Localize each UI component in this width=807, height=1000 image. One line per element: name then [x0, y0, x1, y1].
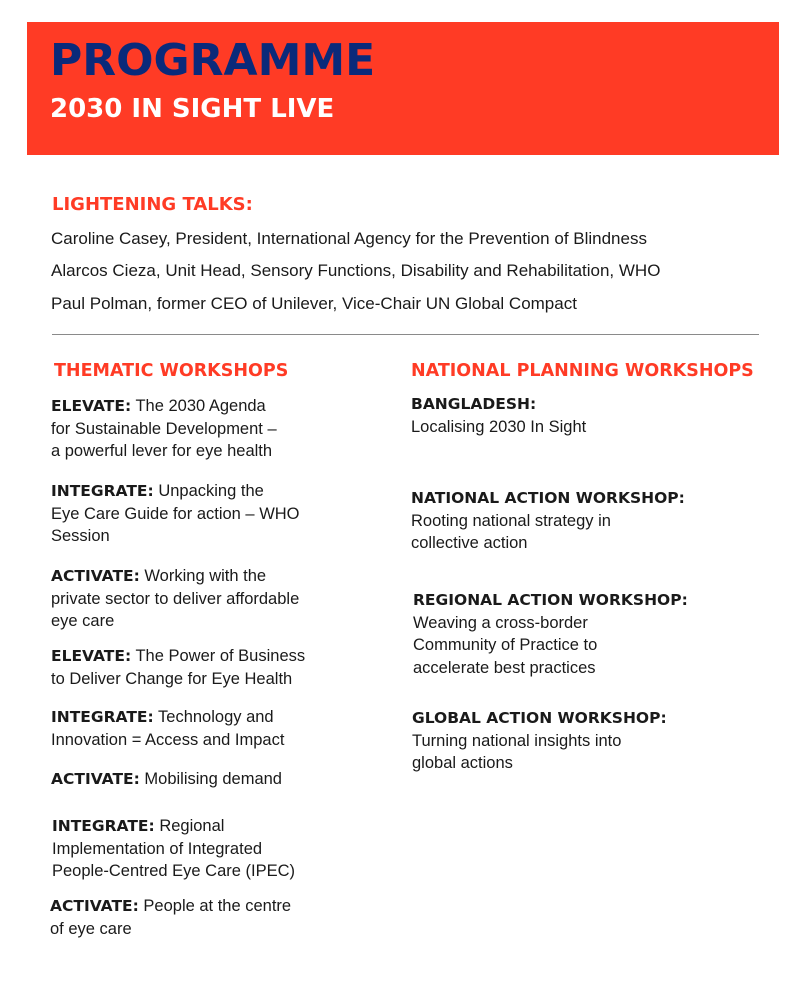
thematic-item [51, 706, 284, 751]
thematic-item-text: Session [51, 527, 110, 545]
header-banner [27, 22, 779, 155]
thematic-item-lead: INTEGRATE: [51, 482, 154, 500]
thematic-item-text: eye care [51, 612, 115, 630]
national-item-text: Rooting national strategy in [411, 511, 611, 530]
thematic-item-text: Unpacking the [158, 482, 264, 500]
talk-item: Caroline Casey, President, International Agency for the Prevention of Blindness [51, 229, 647, 248]
thematic-item-text: The Power of Business [135, 647, 306, 665]
national-item-text: Weaving a cross-border [413, 613, 588, 632]
thematic-item-text: Technology and [158, 708, 274, 726]
thematic-item [51, 565, 299, 633]
thematic-item-text: a powerful lever for eye health [51, 442, 273, 460]
national-item-text: collective action [411, 534, 528, 552]
thematic-item-lead: ACTIVATE: [51, 770, 140, 788]
national-item-title: GLOBAL ACTION WORKSHOP: [412, 709, 667, 727]
talk-item: Alarcos Cieza, Unit Head, Sensory Functions, Disability and Rehabilitation, WHO [51, 261, 661, 280]
national-item-text: global actions [412, 754, 513, 772]
thematic-item [51, 480, 300, 548]
thematic-item-lead: ACTIVATE: [50, 897, 139, 915]
thematic-item-text: Implementation of Integrated [52, 839, 263, 858]
thematic-item-text: Mobilising demand [144, 770, 282, 788]
thematic-item-text: The 2030 Agenda [135, 397, 266, 415]
thematic-item-text: to Deliver Change for Eye Health [51, 669, 293, 688]
page-title: PROGRAMME [50, 35, 376, 86]
thematic-item-lead: ELEVATE: [51, 397, 132, 415]
page-subtitle: 2030 IN SIGHT LIVE [50, 94, 335, 124]
thematic-item-text: Regional [159, 817, 225, 835]
national-item-title: REGIONAL ACTION WORKSHOP: [413, 591, 688, 609]
thematic-item-lead: INTEGRATE: [51, 708, 154, 726]
thematic-item-text: of eye care [50, 919, 132, 938]
thematic-item-lead: ELEVATE: [51, 647, 132, 665]
thematic-item-text: People at the centre [143, 897, 292, 915]
national-item-text: accelerate best practices [413, 658, 596, 677]
national-item [411, 393, 586, 438]
thematic-item-lead: ACTIVATE: [51, 567, 140, 585]
thematic-item [50, 895, 291, 940]
thematic-item [52, 815, 295, 883]
national-item-text: Community of Practice to [413, 636, 598, 654]
thematic-item-text: Eye Care Guide for action – WHO [51, 504, 300, 523]
thematic-item [51, 645, 305, 690]
talk-item: Paul Polman, former CEO of Unilever, Vice-Chair UN Global Compact [51, 294, 577, 313]
national-item [413, 589, 688, 679]
thematic-item-text: private sector to deliver affordable [51, 589, 300, 608]
lightning-talks-heading: LIGHTENING TALKS: [52, 194, 253, 215]
national-item [411, 487, 685, 555]
thematic-item [51, 395, 277, 463]
thematic-item-text: for Sustainable Development – [51, 419, 277, 438]
divider [52, 334, 759, 335]
thematic-workshops-heading: THEMATIC WORKSHOPS [54, 361, 289, 381]
national-item-text: Turning national insights into [412, 731, 622, 750]
national-planning-heading: NATIONAL PLANNING WORKSHOPS [411, 361, 754, 381]
national-item [412, 707, 667, 775]
national-item-text: Localising 2030 In Sight [411, 417, 587, 436]
national-item-title: BANGLADESH: [411, 395, 537, 413]
thematic-item-text: Innovation = Access and Impact [51, 730, 285, 749]
thematic-item-lead: INTEGRATE: [52, 817, 155, 835]
thematic-item-text: People-Centred Eye Care (IPEC) [52, 862, 296, 880]
thematic-item-text: Working with the [144, 567, 267, 585]
national-item-title: NATIONAL ACTION WORKSHOP: [411, 489, 685, 507]
thematic-item [51, 768, 282, 791]
